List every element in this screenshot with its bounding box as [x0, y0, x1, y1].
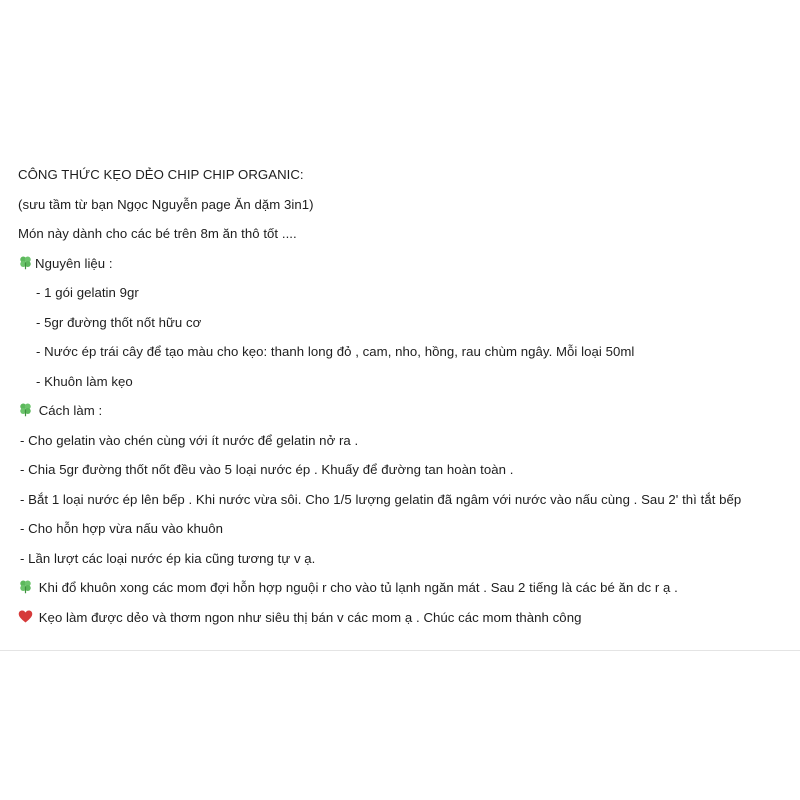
- recipe-title: CÔNG THỨC KẸO DẺO CHIP CHIP ORGANIC:: [18, 167, 304, 182]
- recipe-intro: Món này dành cho các bé trên 8m ăn thô tốt ....: [18, 226, 297, 241]
- divider: [0, 650, 800, 651]
- closing-text: Kẹo làm được dẻo và thơm ngon như siêu thị bán v các mom ạ . Chúc các mom thành công: [35, 609, 582, 625]
- closing-line: [18, 603, 800, 633]
- tip-line: [18, 573, 800, 603]
- method-heading-text: Cách làm :: [35, 403, 103, 418]
- method-step: - Bắt 1 loại nước ép lên bếp . Khi nước vừa sôi. Cho 1/5 lượng gelatin đã ngâm với nước vào nấu cùng . Sau 2' thì tắt bếp: [20, 491, 742, 507]
- heart-icon: [18, 609, 33, 624]
- method-step: - Chia 5gr đường thốt nốt đều vào 5 loại nước ép . Khuấy để đường tan hoàn toàn .: [20, 462, 514, 477]
- recipe-post: [18, 160, 800, 632]
- ingredients-heading: [18, 249, 800, 279]
- four-leaf-clover-icon: [18, 255, 33, 270]
- recipe-source: (sưu tầm từ bạn Ngọc Nguyễn page Ăn dặm 3in1): [18, 196, 314, 212]
- ingredient-item: - Nước ép trái cây để tạo màu cho kẹo: thanh long đỏ , cam, nho, hồng, rau chùm ngây. Mỗi loại 50ml: [36, 344, 635, 359]
- method-heading: [18, 396, 800, 426]
- ingredient-item: - Khuôn làm kẹo: [36, 373, 133, 389]
- method-step: - Cho hỗn hợp vừa nấu vào khuôn: [20, 521, 224, 536]
- ingredient-item: - 5gr đường thốt nốt hữu cơ: [36, 314, 202, 330]
- tip-text: Khi đổ khuôn xong các mom đợi hỗn hợp nguội r cho vào tủ lạnh ngăn mát . Sau 2 tiếng là các bé ăn dc r ạ .: [35, 580, 678, 595]
- ingredient-item: - 1 gói gelatin 9gr: [36, 285, 139, 300]
- method-step: - Cho gelatin vào chén cùng với ít nước để gelatin nở ra .: [20, 432, 359, 448]
- method-step: - Lần lượt các loại nước ép kia cũng tương tự v ạ.: [20, 550, 316, 566]
- four-leaf-clover-icon: [18, 402, 33, 417]
- ingredients-heading-text: Nguyên liệu :: [35, 255, 113, 271]
- four-leaf-clover-icon: [18, 579, 33, 594]
